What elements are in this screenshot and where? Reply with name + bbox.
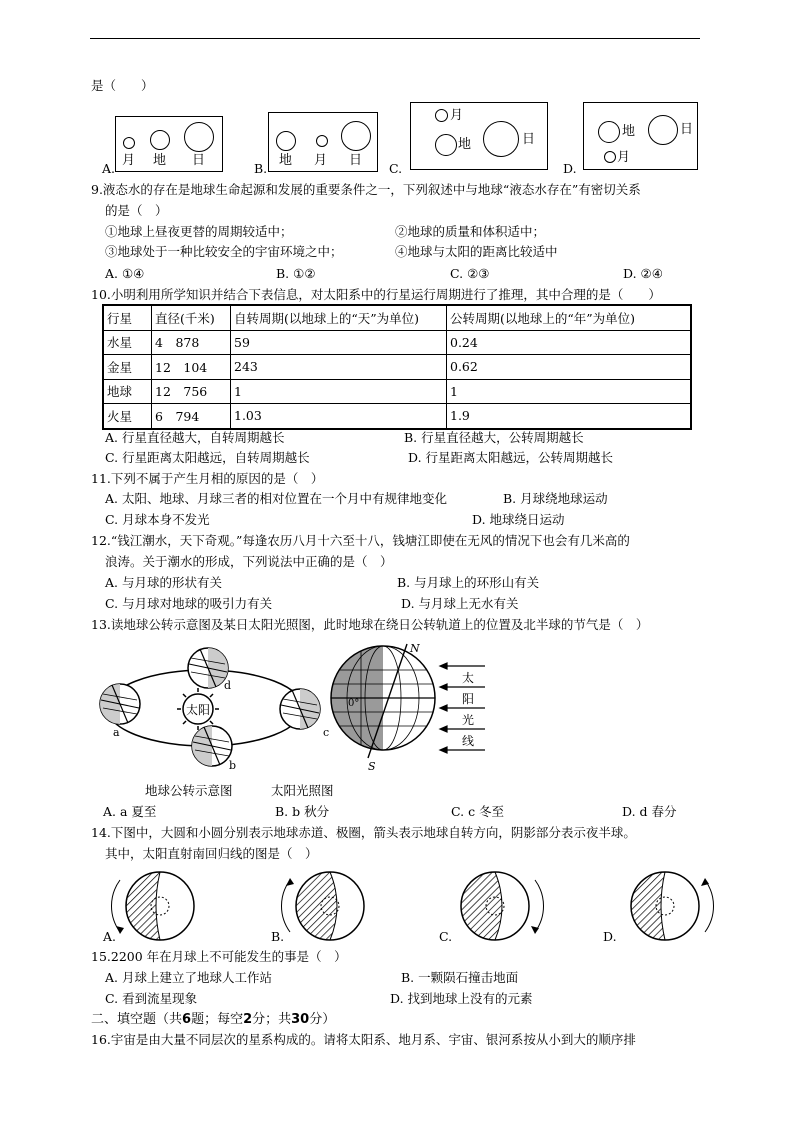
q8-option-c-letter[interactable]: C. (389, 161, 403, 176)
q14-diagram-a[interactable] (111, 872, 194, 940)
earth-label: 地 (153, 153, 167, 168)
zero-label: 0° (348, 698, 360, 709)
q14-diagrams (100, 868, 720, 948)
q14-stem: 14.下图中，大圆和小圆分别表示地球赤道、极圈，箭头表示地球自转方向，阴影部分表示夜半球。 (91, 825, 636, 840)
table-cell: 1.03 (231, 404, 447, 429)
table-cell: 1.9 (447, 404, 692, 429)
sun-symbol (177, 688, 219, 730)
q12-option-b[interactable]: B. 与月球上的环形山有关 (397, 575, 540, 590)
q13-option-b[interactable]: B. b 秋分 (275, 804, 330, 819)
orbit-caption: 地球公转示意图 (145, 783, 233, 798)
table-header-row (103, 305, 691, 330)
q9-option-b[interactable]: B. ①② (276, 266, 316, 281)
label-a: a (113, 726, 120, 739)
q8-option-d-diagram[interactable] (583, 102, 698, 170)
sun-label: 日 (192, 153, 206, 168)
q11-option-b[interactable]: B. 月球绕地球运动 (503, 491, 608, 506)
section-2-heading: 二、填空题（共6题；每空2分；共30分） (91, 1012, 336, 1027)
earth-circle (150, 130, 170, 150)
earth-position-b (192, 726, 232, 766)
q14-option-c[interactable]: C. (439, 929, 453, 944)
q8-option-c-diagram[interactable] (410, 102, 548, 170)
q13-option-c[interactable]: C. c 冬至 (451, 804, 505, 819)
q8-option-a-diagram[interactable] (115, 116, 223, 172)
q9-statement-4: ④地球与太阳的距离比较适中 (395, 244, 558, 259)
q9-option-c[interactable]: C. ②③ (450, 266, 490, 281)
q14-stem-cont: 其中，太阳直射南回归线的图是（ ） (105, 846, 318, 861)
label-d: d (224, 679, 232, 692)
q13-stem: 13.读地球公转示意图及某日太阳光照图，此时地球在绕日公转轨道上的位置及北半球的节气是（ ） (91, 617, 649, 632)
q11-stem: 11.下列不属于产生月相的原因的是（ ） (91, 471, 324, 486)
table-cell: 6 794 (152, 404, 231, 429)
q9-statement-3: ③地球处于一种比较安全的宇宙环境之中； (105, 244, 343, 259)
earth-label: 地 (622, 124, 636, 139)
table-row (103, 379, 691, 404)
sunlight-label-2: 阳 (462, 692, 475, 706)
q9-stem: 9.液态水的存在是地球生命起源和发展的重要条件之一，下列叙述中与地球“液态水存在”有密切关系 (91, 182, 641, 197)
orbit-diagram (100, 648, 329, 772)
sunlight-label-1: 太 (462, 671, 475, 685)
header-rule (90, 38, 700, 39)
sun-label: 日 (349, 153, 363, 168)
table-header-cell: 直径(千米) (152, 305, 231, 330)
moon-label: 月 (617, 150, 631, 165)
table-cell: 地球 (103, 379, 152, 404)
q10-stem: 10.小明利用所学知识并结合下表信息，对太阳系中的行星运行周期进行了推理，其中合理的是（ ） (91, 287, 661, 302)
q10-option-b[interactable]: B. 行星直径越大，公转周期越长 (404, 430, 584, 445)
earth-circle (435, 134, 457, 156)
table-row (103, 404, 691, 429)
planet-table (102, 304, 692, 430)
table-cell: 0.62 (447, 355, 692, 380)
q14-option-d[interactable]: D. (603, 929, 617, 944)
q16-stem: 16.宇宙是由大量不同层次的星系构成的。请将太阳系、地月系、宇宙、银河系按从小到大的顺序排 (91, 1032, 636, 1047)
table-cell: 12 756 (152, 379, 231, 404)
sun-circle (341, 121, 371, 151)
earth-position-a (100, 684, 140, 724)
moon-label: 月 (450, 108, 464, 123)
north-label: N (410, 642, 420, 655)
q13-option-d[interactable]: D. d 春分 (622, 804, 677, 819)
sunlight-label-4: 线 (462, 734, 475, 748)
q10-option-d[interactable]: D. 行星距离太阳越远，公转周期越长 (408, 450, 614, 465)
table-row (103, 330, 691, 355)
q8-option-d-letter[interactable]: D. (563, 161, 577, 176)
label-b: b (229, 759, 237, 772)
table-cell: 59 (231, 330, 447, 355)
earth-circle (598, 121, 620, 143)
q8-option-b-diagram[interactable] (268, 112, 378, 172)
moon-label: 月 (314, 153, 328, 168)
q15-stem: 15.2200 年在月球上不可能发生的事是（ ） (91, 949, 347, 964)
q9-option-a[interactable]: A. ①④ (105, 266, 145, 281)
table-cell: 火星 (103, 404, 152, 429)
table-cell: 12 104 (152, 355, 231, 380)
q8-option-a-letter[interactable]: A. (102, 161, 116, 176)
q10-option-a[interactable]: A. 行星直径越大，自转周期越长 (105, 430, 285, 445)
table-header-cell: 自转周期(以地球上的“天”为单位) (231, 305, 447, 330)
table-cell: 0.24 (447, 330, 692, 355)
q14-option-b[interactable]: B. (271, 929, 285, 944)
q12-option-a[interactable]: A. 与月球的形状有关 (105, 575, 222, 590)
q14-diagram-d[interactable] (631, 872, 714, 940)
q11-option-a[interactable]: A. 太阳、地球、月球三者的相对位置在一个月中有规律地变化 (105, 491, 447, 506)
moon-circle (604, 151, 616, 163)
q9-option-d[interactable]: D. ②④ (623, 266, 663, 281)
sun-circle (648, 115, 678, 145)
table-cell: 金星 (103, 355, 152, 380)
moon-label: 月 (122, 153, 136, 168)
q13-option-a[interactable]: A. a 夏至 (103, 804, 157, 819)
q10-option-c[interactable]: C. 行星距离太阳越远，自转周期越长 (105, 450, 310, 465)
table-row (103, 355, 691, 380)
earth-label: 地 (279, 153, 293, 168)
q15-option-d[interactable]: D. 找到地球上没有的元素 (390, 991, 533, 1006)
q15-option-a[interactable]: A. 月球上建立了地球人工作站 (105, 970, 272, 985)
q12-option-c[interactable]: C. 与月球对地球的吸引力有关 (105, 596, 273, 611)
earth-circle (276, 131, 296, 151)
q12-stem-cont: 浪涛。关于潮水的形成，下列说法中正确的是（ ） (105, 554, 393, 569)
q11-option-c[interactable]: C. 月球本身不发光 (105, 512, 210, 527)
q15-option-c[interactable]: C. 看到流星现象 (105, 991, 198, 1006)
q9-stem-cont: 的是（ ） (105, 203, 168, 218)
table-header-cell: 公转周期(以地球上的“年”为单位) (447, 305, 692, 330)
sun-label: 太阳 (185, 703, 211, 717)
sunlight-label-3: 光 (462, 713, 475, 727)
table-header-cell: 行星 (103, 305, 152, 330)
moon-circle (316, 135, 328, 147)
sun-label: 日 (680, 122, 694, 137)
q14-diagram-b[interactable] (281, 872, 364, 940)
south-label: S (368, 760, 376, 773)
q13-diagrams (90, 636, 500, 776)
table-cell: 1 (231, 379, 447, 404)
table-cell: 水星 (103, 330, 152, 355)
earth-label: 地 (458, 137, 472, 152)
table-cell: 243 (231, 355, 447, 380)
sun-circle (483, 121, 519, 157)
earth-position-d (188, 648, 228, 688)
moon-circle (123, 137, 135, 149)
q9-statement-2: ②地球的质量和体积适中； (395, 224, 546, 239)
sun-label: 日 (522, 132, 536, 147)
q11-option-d[interactable]: D. 地球绕日运动 (472, 512, 565, 527)
q9-statement-1: ①地球上昼夜更替的周期较适中； (105, 224, 293, 239)
sun-circle (184, 122, 214, 152)
table-cell: 1 (447, 379, 692, 404)
table-cell: 4 878 (152, 330, 231, 355)
q12-option-d[interactable]: D. 与月球上无水有关 (401, 596, 519, 611)
earth-position-c (280, 689, 320, 729)
illumination-globe (328, 642, 485, 773)
q8-stem-end: 是（ ） (91, 78, 154, 93)
q14-diagram-c[interactable] (461, 872, 544, 940)
moon-circle (435, 109, 448, 122)
globe-caption: 太阳光照图 (271, 783, 334, 798)
q8-option-b-letter[interactable]: B. (254, 161, 268, 176)
q12-stem: 12.“钱江潮水，天下奇观。”每逢农历八月十六至十八，钱塘江即使在无风的情况下也会有几米高的 (91, 533, 630, 548)
q14-option-a[interactable]: A. (103, 929, 117, 944)
label-c: c (323, 726, 330, 739)
q15-option-b[interactable]: B. 一颗陨石撞击地面 (401, 970, 519, 985)
